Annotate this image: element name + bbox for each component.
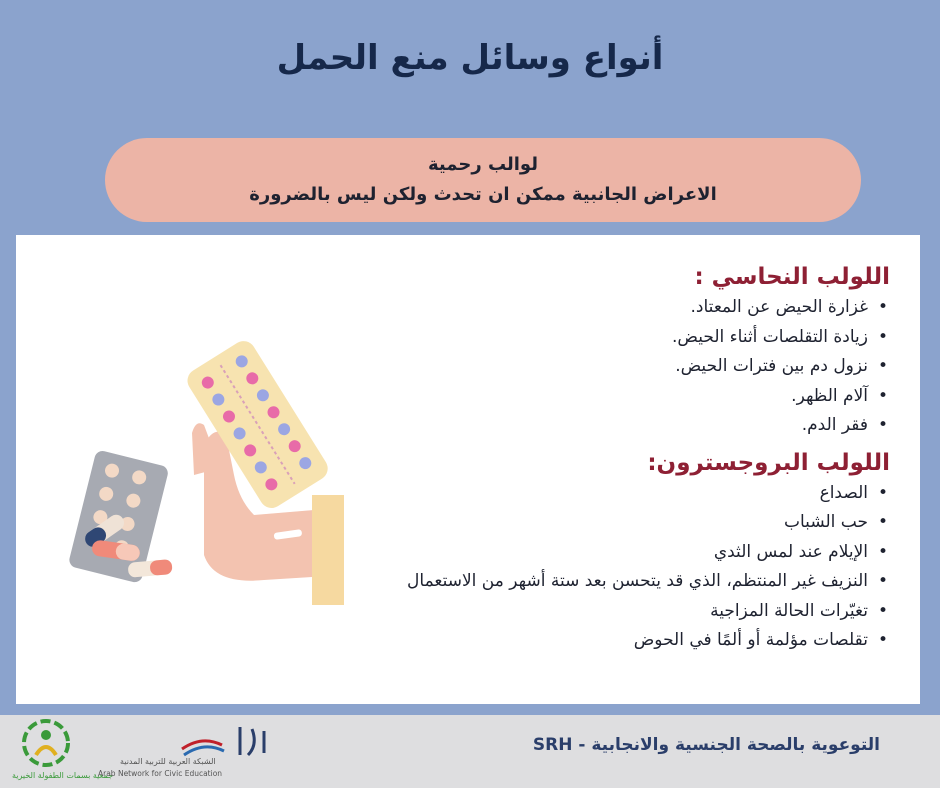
banner-line-1: لوالب رحمية bbox=[428, 154, 538, 175]
list-item: • زيادة التقلصات أثناء الحيض. bbox=[350, 323, 868, 353]
list-item: • حب الشباب bbox=[350, 508, 868, 538]
list-item: • النزيف غير المنتظم، الذي قد يتحسن بعد ستة أشهر من الاستعمال bbox=[350, 567, 868, 597]
list-item: • غزارة الحيض عن المعتاد. bbox=[350, 293, 868, 323]
list-item: • فقر الدم. bbox=[350, 411, 868, 441]
copper-iud-list bbox=[350, 293, 890, 441]
list-item: • نزول دم بين فترات الحيض. bbox=[350, 352, 868, 382]
list-item: • تغيّرات الحالة المزاجية bbox=[350, 597, 868, 627]
page-title: أنواع وسائل منع الحمل bbox=[276, 38, 664, 78]
side-effects-list bbox=[350, 261, 890, 656]
anhre-logo-arabic: الشبكة العربية للتربية المدنية bbox=[120, 757, 216, 766]
list-item: • آلام الظهر. bbox=[350, 382, 868, 412]
content-card bbox=[16, 235, 920, 704]
list-item: • الصداع bbox=[350, 479, 868, 509]
banner bbox=[105, 138, 861, 222]
anhre-logo-english: Arab Network for Civic Education bbox=[98, 769, 223, 778]
charity-logo-icon bbox=[18, 717, 74, 773]
copper-iud-heading: اللولب النحاسي : bbox=[694, 264, 890, 290]
contraceptive-illustration bbox=[64, 325, 364, 625]
footer-caption: التوعوية بالصحة الجنسية والانجابية - SRH bbox=[532, 735, 880, 755]
footer bbox=[0, 715, 940, 788]
banner-line-2: الاعراض الجانبية ممكن ان تحدث ولكن ليس بالضرورة bbox=[249, 184, 717, 205]
charity-logo-text: جمعية بسمات الطفولة الخيرية bbox=[12, 771, 114, 780]
list-item: • الإيلام عند لمس الثدي bbox=[350, 538, 868, 568]
progesterone-iud-heading: اللولب البروجسترون: bbox=[647, 449, 890, 476]
list-item: • تقلصات مؤلمة أو ألمًا في الحوض bbox=[350, 626, 868, 656]
progesterone-iud-list bbox=[350, 479, 890, 656]
